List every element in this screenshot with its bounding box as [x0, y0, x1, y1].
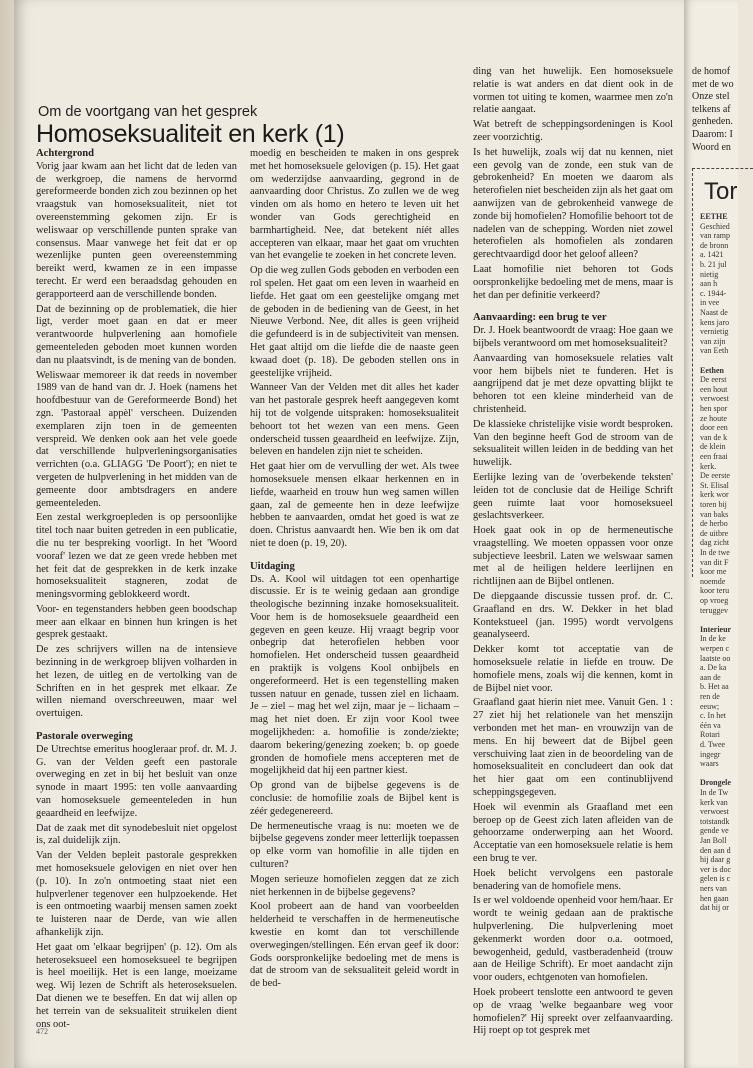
adjacent-box-line: verwoest [700, 394, 729, 404]
adjacent-box-line: De eerste [700, 471, 730, 481]
paragraph: Wat betreft de scheppingsordeningen is Kool zeer voorzichtig. [473, 119, 673, 143]
paragraph: Wanneer Van der Velden met dit alles het kader van het pastorale gesprek heeft aangegeven komt hij tot de volgende uitspraken: homoseksualiteit behoort tot het wezen van een mens. Geen onderscheid tussen geaardheid en leefwijze. Zijn, beleven en handelen zijn niet te scheiden. [250, 382, 459, 458]
adjacent-box-line: gelen is c [700, 874, 731, 884]
adjacent-box-line: hij daar g [700, 855, 731, 865]
paragraph: De diepgaande discussie tussen prof. dr. C. Graafland en drs. W. Dekker in het blad Kontekstueel (jan. 1995) wordt vervolgens geanalyseerd. [473, 591, 673, 641]
adjacent-box-line: koor me [700, 567, 727, 577]
adjacent-box-line: kerk van [700, 797, 728, 807]
adjacent-box-line: Geschied [700, 221, 730, 231]
adjacent-box-line: dag zicht [700, 538, 730, 548]
adjacent-box-line: waars [700, 759, 719, 769]
adjacent-box-line: van baks [700, 509, 729, 519]
adjacent-page [684, 0, 738, 1068]
paragraph: De hermeneutische vraag is nu: moeten we de bijbelse gegevens zonder meer letterlijk toepassen op elke vorm van homofilie in alle tijden en culturen? [250, 820, 459, 871]
section-heading-achtergrond: Achtergrond [36, 148, 95, 159]
paragraph: Mogen serieuze homofielen zeggen dat ze zich niet herkennen in de bijbelse gegevens? [250, 873, 459, 898]
paragraph: ding van het huwelijk. Een homoseksuele relatie is wat anders en dat dient ook in de vormen tot uiting te komen, waarmee men zo'n relatie aangaat. [473, 66, 673, 116]
paragraph: De zes schrijvers willen na de intensieve bezinning in de werkgroep blijven volharden in het lezen, de uitleg en de vertolking van de Schriften en in het gesprek met elkaar. Ze willen niemand overschreeuwen, maar wel overtuigen. [36, 644, 237, 720]
paragraph: moedig en bescheiden te maken in ons gesprek met het homoseksuele gelovigen (p. 15). Het gaat om wederzijdse aanvaarding, gegrond in de aanvaarding door Christus. Zo zullen we de weg vinden om als homo en hetero te leven uit het wonder van Gods gerechtigheid en barmhartigheid. Nee, dat betekent níét alles accepteren van elkaar, maar het gaat om vruchten van het evangelie te zoeken in het concrete leven. [250, 148, 459, 262]
paragraph: Dat de zaak met dit synodebesluit niet opgelost is, zal duidelijk zijn. [36, 822, 237, 847]
paragraph: Eerlijke lezing van de 'overbekende teksten' leiden tot de conclusie dat de Heilige Schrift geen ruimte laat voor homoseksueel geslachtsverkeer. [473, 471, 673, 522]
adjacent-box-line: a. De ka [700, 663, 727, 673]
paragraph: Dr. J. Hoek beantwoordt de vraag: Hoe gaan we bijbels verantwoord om met homoseksualiteit? [473, 325, 673, 349]
paragraph: Een zestal werkgroepleden is op persoonlijke titel toch naar buiten getreden in een publicatie, die nu ter bespreking voorligt. In het 'Woord vooraf' lezen we dat ze geen vrede hebben met het feit dat de gesprekken in de kerk inzake homoseksualiteit stagneren, zodat de meningsvorming geblokkeerd wordt. [36, 512, 237, 601]
adjacent-box-line: kerk wor [700, 490, 729, 500]
paragraph: Hoek wil evenmin als Graafland met een beroep op de Geest zich laten afleiden van de gehoorzame onderwerping aan het Woord. Acceptatie van een homoseksuele relatie is hem een brug te ver. [473, 801, 673, 865]
adjacent-box-line: den aan d [700, 845, 731, 855]
paragraph: Van der Velden bepleit pastorale gesprekken met homoseksuele gelovigen en niet over hen (p. 10). In zo'n ontmoeting staat niet een hulpverlener tegenover een hulpzoekende. Het is een ontmoeting waarbij mensen samen zoekt te luisteren naar de Derde, van wie allen afhankelijk zijn. [36, 850, 237, 939]
adjacent-box-line: teruggev [700, 605, 728, 615]
adjacent-box-line: van zijn [700, 336, 726, 346]
adjacent-text-line: Woord en [692, 141, 731, 153]
page-number: 472 [36, 1027, 48, 1036]
adjacent-box-line: Naast de [700, 308, 728, 317]
adjacent-box-line: ze houte [700, 413, 727, 423]
adjacent-box-line: ren de [700, 692, 720, 701]
adjacent-box-line: koor teru [700, 586, 730, 596]
adjacent-text-line: genheden. [692, 116, 733, 128]
text-column-1 [36, 148, 237, 1030]
adjacent-box-line: de klein [700, 442, 726, 452]
adjacent-box-line: St. Elisal [700, 480, 729, 490]
adjacent-box-line: Eethen [700, 365, 724, 375]
paragraph: Graafland gaat hierin niet mee. Vanuit Gen. 1 : 27 ziet hij het relationele van het menszijn verbonden met het man- en vrouwzijn van de mens. En hij beweert dat de Bijbel geen verschuiving laat zien in de beoordeling van de homoseksualiteit en concludeert dan ook dat het hier gaat om een continublijvend scheppingsgegeven. [473, 697, 673, 799]
adjacent-box-line: van dit F [700, 557, 729, 567]
adjacent-box-line: totstandk [700, 816, 730, 826]
adjacent-box-line: een hout [700, 384, 728, 394]
paragraph: De Utrechtse emeritus hoogleraar prof. dr. M. J. G. van der Velden geeft een pastorale overweging en zet in bij het besluit van onze synode in maart 1995: ten volle aanvaarding van homoseksuele gemeenteleden in hun geaardheid en leefwijze. [36, 743, 237, 819]
adjacent-box-line: de bronn [700, 240, 729, 250]
paragraph: Dekker komt tot acceptatie van de homoseksuele relatie in liefde en trouw. De homofiele mens, zoals wij die kennen, komt in de Bijbel niet voor. [473, 644, 673, 694]
paragraph: Hoek belicht vervolgens een pastorale benadering van de homofiele mens. [473, 867, 673, 892]
adjacent-box-line: werpen c [700, 644, 730, 653]
adjacent-box-line: noemde [700, 576, 726, 586]
adjacent-box-line: hen spor [700, 404, 728, 413]
adjacent-text-line: Daarom: I [692, 129, 733, 140]
adjacent-box-line: door een [700, 423, 728, 433]
adjacent-box-line: van de k [700, 432, 728, 442]
text-column-2 [250, 148, 459, 1010]
adjacent-box-line: aan h [700, 279, 718, 289]
adjacent-box-line: van Eeth [700, 346, 729, 356]
adjacent-box-line: kerk. [700, 461, 717, 471]
adjacent-box-line: c. 1944- [700, 288, 727, 298]
adjacent-box-line: EETHE [700, 212, 728, 221]
paragraph: Op die weg zullen Gods geboden en verboden een rol spelen. Het gaat om een leven in waarheid en liefde. Het gaat om een geestelijke omgang met de geboden in de bediening van de Geest, in het Nieuwe Verbond. Nee, dit alles is geen vrijheid die gefundeerd is in de subjectiviteit van mensen. Het gaat altijd om die liefde die de naaste geen kwaad doet (p. 18). De geboden stellen ons in geestelijke vrijheid. [250, 265, 459, 379]
adjacent-box-line: Drongele [700, 778, 731, 788]
adjacent-text-line: telkens af [692, 103, 731, 115]
adjacent-box-line: toren bij [700, 500, 727, 509]
adjacent-box-line: In de twe [700, 548, 730, 557]
adjacent-box-line: kens jaro [700, 317, 730, 327]
paragraph: De klassieke christelijke visie wordt besproken. Van den beginne heeft God de stroom van de seksualiteit willen leiden in de bedding van het huwelijk. [473, 418, 673, 469]
adjacent-box-title: Tor [704, 178, 738, 205]
paragraph: Dat de bezinning op de problematiek, die hier ligt, verder moet gaan en dat er meer verantwoorde hulpverlening aan homofiele gemeenteleden geboden moet kunnen worden dan nu plaatsvindt, is de mening van de bonden. [36, 303, 237, 366]
adjacent-box-line: d. Twee [700, 740, 726, 749]
adjacent-box-line: In de Tw [700, 788, 729, 797]
adjacent-box-line: dat hij or [700, 903, 729, 913]
adjacent-box-line: verwoest [700, 807, 729, 817]
article-title: Homoseksualiteit en kerk (1) [36, 120, 345, 148]
adjacent-box-line: In de ke [700, 634, 726, 644]
paragraph: Is er wel voldoende openheid voor hem/haar. Er wordt te weinig gedaan aan de praktische hulpverlening. Die hulpverlening moet gekenmerkt worden door o.a. ootmoed, bewogenheid, geduld, vastberadenheid (trouw aan de Heilige Schrift). Er moet aandacht zijn voor ouders, echtgenoten van homofielen. [473, 895, 673, 984]
adjacent-box-line: eeuw; [700, 701, 720, 711]
paragraph: Kool probeert aan de hand van voorbeelden helderheid te verschaffen in de hermeneutische kwestie en komt dan tot verschillende overwegingen/stellingen. Eén ervan geef ik door: Gods oorspronkelijke bedoeling met de mens is dat de stroom van de seksualiteit geleid wordt in de bed- [250, 901, 459, 990]
paragraph: Het gaat om 'elkaar begrijpen' (p. 12). Om als heteroseksueel een homoseksueel te begrijpen is heel moeilijk. Het is een lange, moeizame weg. Wij lezen de Schrift als heteroseksuelen. Dat dienen we te beseffen. En dat wij allen op het terrein van de seksualiteit struikelen dient ons oot- [36, 941, 237, 1030]
paragraph: Weliswaar memoreer ik dat reeds in november 1989 van de hand van dr. J. Hoek (namens het hoofdbestuur van de Gereformeerde Bond) het zgn. 'Pastoraal appèl' verscheen. Duizenden exemplaren zijn toen in de gemeenten verspreid. We denken ook aan het vele goede dat verschillende hulpverleningsorganisaties verrichten (o.a. GLIAGG 'De Poort'); en niet te vergeten de hulpverlening in het midden van de gemeente door ambtsdragers en andere gemeenteleden. [36, 369, 237, 509]
paragraph: Hoek gaat ook in op de hermeneutische vraagstelling. We moeten oppassen voor onze subjectieve leesbril. Laten we welswaar samen met al de heiligen heldere leerlijnen en richtlijnen aan de Bijbel ontlenen. [473, 525, 673, 588]
section-heading-aanvaarding: Aanvaarding: een brug te ver [473, 312, 607, 324]
text-column-3 [473, 66, 673, 1037]
adjacent-box-line: c. In het [700, 711, 726, 721]
adjacent-box-line: de herbo [700, 519, 728, 529]
paragraph: Aanvaarding van homoseksuele relaties valt voor hem bijbels niet te funderen. Het is aangrijpend dat je met deze opvatting blijkt te behoren tot een kleine minderheid van de christenheid. [473, 352, 673, 415]
paragraph: Vorig jaar kwam aan het licht dat de leden van de werkgroep, die namens de hervormd gereformeerde bonden zich zou bezinnen op het vraagstuk van homoseksualiteit, niet tot overeenstemming gekomen zijn. Er is weliswaar op verschillende punten sprake van consensus. Maar vanwege het feit dat er op wezenlijke punten geen overeenstemming bereikt werd, kwamen ze in een impasse terecht. Er werd een beraadsdag gehouden en gerapporteerd aan de verschillende bonden. [36, 160, 237, 300]
adjacent-box-line: van ramp [700, 231, 730, 241]
adjacent-box-line: Jan Boll [700, 836, 727, 845]
paragraph: Het gaat hier om de vervulling der wet. Als twee homoseksuele mensen elkaar herkennen en in liefde, waarheid en trouw hun weg samen willen gaan, zal de gemeente hen in deze leefwijze hebben te aanvaarden, omdat het goed is wat ze doen. Christus aanvaardt hen. Wie ben ik om dat niet te doen (p. 19, 20). [250, 461, 459, 549]
section-heading-uitdaging: Uitdaging [250, 560, 295, 572]
paragraph: Is het huwelijk, zoals wij dat nu kennen, niet een gevolg van de zonde, een stuk van de gebrokenheid? En moeten we daarom als heterofielen niet bescheiden zijn als het gaat om aanwijzen van de gebrokenheid vanwege de zonde bij homofielen? Homofilie behoort tot de nadelen van de schepping. Worden niet zowel heterofielen als homofielen als zondaren gerechtvaardigd door het geloof alleen? [473, 146, 673, 261]
adjacent-box-line: b. Het aa [700, 682, 729, 692]
adjacent-box-line: hen gaan [700, 893, 729, 903]
paragraph: Voor- en tegenstanders hebben geen boodschap meer aan elkaar en binnen hun kringen is het gesprek gestaakt. [36, 603, 237, 641]
adjacent-box-line: ver is doc [700, 864, 732, 874]
adjacent-text-line: de homof [692, 66, 731, 77]
section-heading-pastorale: Pastorale overweging [36, 731, 133, 743]
adjacent-box-line: op vroeg [700, 596, 729, 605]
adjacent-box-line: ners van [700, 884, 727, 893]
adjacent-box-line: a. 1421 [700, 250, 724, 260]
adjacent-box-line: de uitbre [700, 528, 729, 538]
paragraph: Laat homofilie niet behoren tot Gods oorspronkelijke bedoeling met de mens, maar is het dan per definitie verkeerd? [473, 263, 673, 301]
paragraph: Op grond van de bijbelse gegevens is de conclusie: de homofilie zoals de Bijbel kent is zéér gedegenereerd. [250, 780, 459, 817]
adjacent-text-line: met de wo [692, 78, 734, 90]
adjacent-box-line: ingegr [700, 749, 721, 759]
article-kicker: Om de voortgang van het gesprek [38, 104, 258, 120]
adjacent-box-line: laatste oo [700, 653, 731, 663]
adjacent-box-line: in vee [700, 298, 720, 308]
adjacent-box-line: nietig [700, 269, 719, 279]
adjacent-box-line: Rotari [700, 730, 720, 740]
adjacent-box-line: één va [700, 720, 721, 730]
adjacent-box-line: een fraai [700, 452, 728, 461]
adjacent-box-line: De eerst [700, 375, 727, 385]
adjacent-box-line: Interieur [700, 624, 732, 634]
adjacent-box-line: vernietig [700, 327, 729, 337]
adjacent-box-line: aan de [700, 672, 721, 682]
adjacent-box-line: gende ve [700, 826, 729, 836]
adjacent-text-line: Onze stel [692, 91, 730, 103]
paragraph: Ds. A. Kool wil uitdagen tot een openhartige discussie. Er is te weinig gedaan aan grondige theologische bezinning inzake homoseksualiteit. Voor hem is de homoseksuele geaardheid een gegeven en geen keuze. Hij vraagt begrip voor onbegrip dat heterofielen hebben voor homofielen. Het onderscheid tussen geaardheid en praktijk is volgens Kool onbijbels en ongereformeerd. Het is een tegenstelling maken tussen natuur en genade, tussen ziel en lichaam. Je – ziel – mag het wel zijn, maar je – lichaam – mag het niet doen. Er zijn voor Kool twee mogelijkheden: a. homofilie is zonde/ziekte; daarom bekering/genezing zoeken; b. op goede gronden de homofiele mens accepteren met de mogelijkheid dat hij een partner kiest. [250, 573, 459, 777]
adjacent-box-line: b. 21 jul [700, 260, 727, 269]
paragraph: Hoek probeert tenslotte een antwoord te geven op de vraag 'welke begaanbare weg voor homofielen?' Hij spreekt over zelfaanvaarding. Hij roept op tot gesprek met [473, 986, 673, 1037]
